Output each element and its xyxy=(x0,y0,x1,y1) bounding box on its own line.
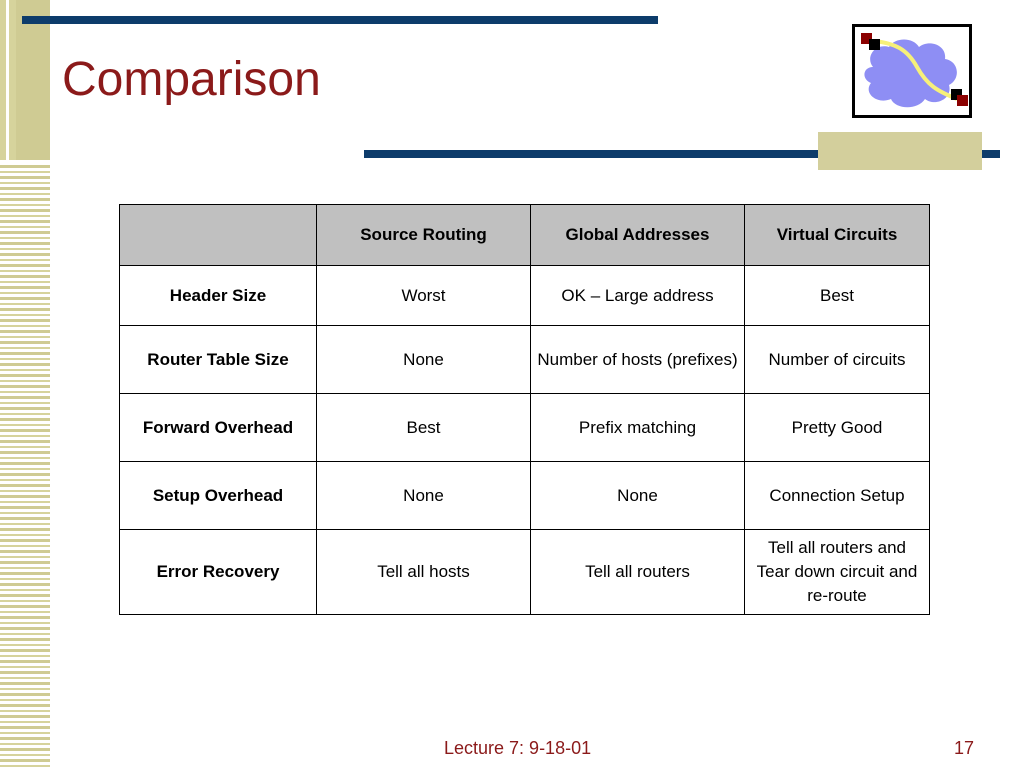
top-rule xyxy=(22,16,658,24)
left-band-solid-inner xyxy=(16,0,50,160)
table-cell: Prefix matching xyxy=(531,394,745,462)
table-row xyxy=(120,530,930,615)
column-header: Virtual Circuits xyxy=(745,205,930,266)
table-cell: Tell all routers xyxy=(531,530,745,615)
table-cell: Worst xyxy=(317,266,531,326)
row-header: Setup Overhead xyxy=(120,462,317,530)
table-row xyxy=(120,462,930,530)
network-cloud-icon xyxy=(852,24,972,118)
column-header: Global Addresses xyxy=(531,205,745,266)
row-header: Header Size xyxy=(120,266,317,326)
table-cell: Connection Setup xyxy=(745,462,930,530)
table-cell: Best xyxy=(317,394,531,462)
table-cell: Number of circuits xyxy=(745,326,930,394)
table-cell: Tell all hosts xyxy=(317,530,531,615)
comparison-table xyxy=(119,204,930,615)
table-header-row xyxy=(120,205,930,266)
table-cell: OK – Large address xyxy=(531,266,745,326)
table-corner-cell xyxy=(120,205,317,266)
table-cell: Pretty Good xyxy=(745,394,930,462)
table-cell: None xyxy=(317,462,531,530)
left-decorative-band xyxy=(0,0,50,768)
footer-lecture-label: Lecture 7: 9-18-01 xyxy=(444,738,592,758)
table-cell: Best xyxy=(745,266,930,326)
row-header: Error Recovery xyxy=(120,530,317,615)
row-header: Router Table Size xyxy=(120,326,317,394)
table-row xyxy=(120,266,930,326)
table-cell: Tell all routers and Tear down circuit and re-route xyxy=(745,530,930,615)
accent-block xyxy=(818,132,982,170)
slide-title: Comparison xyxy=(62,53,321,106)
table-cell: Number of hosts (prefixes) xyxy=(531,326,745,394)
left-band-stripes xyxy=(0,165,50,768)
row-header: Forward Overhead xyxy=(120,394,317,462)
table-cell: None xyxy=(531,462,745,530)
page-number: 17 xyxy=(954,738,975,758)
column-header: Source Routing xyxy=(317,205,531,266)
table-cell: None xyxy=(317,326,531,394)
table-row xyxy=(120,326,930,394)
table-row xyxy=(120,394,930,462)
